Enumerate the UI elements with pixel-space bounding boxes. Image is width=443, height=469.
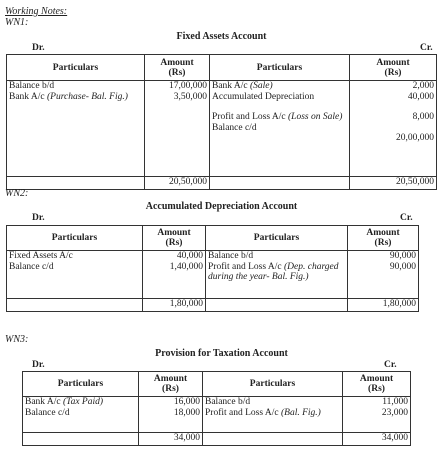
wn3-debit-amounts [139,397,203,433]
list-item: Balance b/d [9,81,55,91]
wn1-title: Fixed Assets Account [176,31,267,42]
wn2-col-particulars-cr: Particulars [206,226,348,251]
wn2-col-amount-cr: Amount (Rs) [348,226,419,251]
list-item: 1,40,000 [169,261,203,272]
wn1-col-particulars-dr: Particulars [7,55,145,81]
wn1-total-dr: 20,50,000 [145,177,210,190]
list-item: Balance c/d [212,122,257,133]
wn3-col-amount-cr: Amount (Rs) [343,372,411,397]
list-item: 2,000 [412,81,434,91]
list-item: Bank A/c (Tax Paid) [25,397,104,407]
wn3-col-particulars-cr: Particulars [203,372,343,397]
list-item: Bank A/c (Purchase- Bal. Fig.) [9,91,128,102]
wn3-title: Provision for Taxation Account [155,348,288,359]
wn1-cr: Cr. [420,43,433,53]
wn3-col-particulars-dr: Particulars [23,372,139,397]
list-item: 90,000 [389,261,416,272]
wn1-debit-particulars [7,81,145,177]
list-item: 40,000 [407,91,434,102]
list-item: Profit and Loss A/c (Loss on Sale) [212,112,343,122]
list-item: 16,000 [173,397,200,407]
wn1-table [6,54,437,190]
wn2-total-dr: 1,80,000 [143,299,206,312]
list-item: Profit and Loss A/c (Bal. Fig.) [205,407,321,418]
list-item: Fixed Assets A/c [9,251,73,261]
wn1-debit-amounts [145,81,210,177]
wn2-credit-particulars [206,251,348,299]
wn3-col-amount-dr: Amount (Rs) [139,372,203,397]
list-item: Profit and Loss A/c (Dep. charged during the year- Bal. Fig.) [208,261,339,282]
list-item: 3,50,000 [173,91,207,102]
list-item: 11,000 [382,397,408,407]
wn3-debit-particulars [23,397,139,433]
wn2-col-particulars-dr: Particulars [7,226,143,251]
wn1-credit-particulars [210,81,350,177]
wn2-dr: Dr. [32,213,45,223]
wn2-title: Accumulated Depreciation Account [145,201,298,212]
working-notes-heading: Working Notes: [5,6,68,17]
wn3-total-cr: 34,000 [343,433,411,446]
wn1-col-amount-dr: Amount (Rs) [145,55,210,81]
wn2-label: WN2: [5,188,29,199]
wn3-credit-amounts [343,397,411,433]
wn3-credit-particulars [203,397,343,433]
list-item: 40,000 [176,251,203,261]
wn3-label: WN3: [5,334,29,345]
wn1-dr: Dr. [32,43,45,53]
list-item: 90,000 [389,251,416,261]
wn1-credit-amounts [350,81,437,177]
list-item: Balance b/d [205,397,251,407]
wn2-debit-particulars [7,251,143,299]
list-item: Bank A/c (Sale) [212,81,273,91]
list-item: 18,000 [173,407,200,418]
list-item: 23,000 [381,407,408,418]
wn2-total-cr: 1,80,000 [348,299,419,312]
wn3-total-dr: 34,000 [139,433,203,446]
wn2-col-amount-dr: Amount (Rs) [143,226,206,251]
wn1-col-particulars-cr: Particulars [210,55,350,81]
list-item: Accumulated Depreciation [212,91,315,102]
wn1-total-cr: 20,50,000 [350,177,437,190]
wn1-label: WN1: [5,17,29,28]
wn2-table [6,225,419,312]
wn1-col-amount-cr: Amount (Rs) [350,55,437,81]
wn3-dr: Dr. [32,360,45,370]
list-item: 17,00,000 [169,81,207,91]
wn3-cr: Cr. [384,360,397,370]
wn2-debit-amounts [143,251,206,299]
wn2-credit-amounts [348,251,419,299]
list-item: 20,00,000 [396,132,434,143]
list-item: Balance c/d [9,261,54,272]
wn3-table [22,371,411,446]
wn2-cr: Cr. [400,213,413,223]
list-item: Balance b/d [208,251,254,261]
list-item: Balance c/d [25,407,70,418]
list-item: 8,000 [412,112,434,122]
